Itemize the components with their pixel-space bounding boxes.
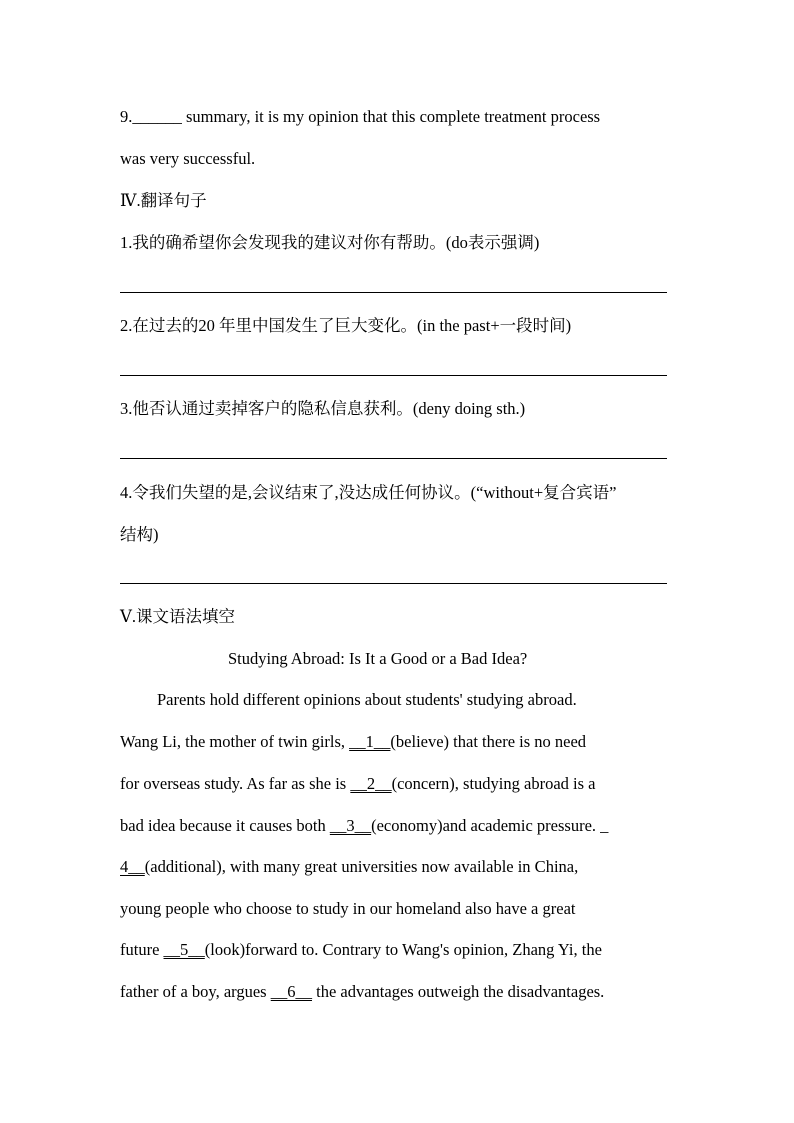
blank-6[interactable]: __6__ [270, 982, 312, 1001]
blank-5[interactable]: __5__ [163, 940, 205, 959]
passage-line-7: future __5__(look)forward to. Contrary to Wang's opinion, Zhang Yi, the [120, 940, 602, 959]
answer-line-1 [120, 292, 667, 293]
blank-1[interactable]: __1__ [349, 732, 391, 751]
passage-line-6: young people who choose to study in our homeland also have a great [120, 899, 576, 918]
passage-line-8: father of a boy, argues __6__ the advantages outweigh the disadvantages. [120, 982, 605, 1001]
translation-item-1: 1.我的确希望你会发现我的建议对你有帮助。(do表示强调) [120, 233, 540, 252]
translation-item-2: 2.在过去的20 年里中国发生了巨大变化。(in the past+一段时间) [120, 316, 572, 335]
passage-title: Studying Abroad: Is It a Good or a Bad Idea? [228, 649, 528, 668]
blank-2[interactable]: __2__ [350, 774, 392, 793]
question-9-line-1: 9.______ summary, it is my opinion that this complete treatment process [120, 107, 601, 126]
answer-line-2 [120, 375, 667, 376]
translation-item-3: 3.他否认通过卖掉客户的隐私信息获利。(deny doing sth.) [120, 399, 526, 418]
question-9-line-2: was very successful. [120, 149, 256, 168]
translation-item-4: 4.令我们失望的是,会议结束了,没达成任何协议。(“without+复合宾语” [120, 483, 617, 502]
section-5-heading: Ⅴ.课文语法填空 [120, 607, 236, 626]
blank-4[interactable]: 4__ [120, 857, 145, 876]
passage-line-2: Wang Li, the mother of twin girls, __1__(believe) that there is no need [120, 732, 587, 751]
section-4-heading: Ⅳ.翻译句子 [120, 191, 207, 210]
passage-line-3: for overseas study. As far as she is __2__(concern), studying abroad is a [120, 774, 596, 793]
answer-line-3 [120, 458, 667, 459]
passage-line-5: 4__(additional), with many great universities now available in China, [120, 857, 579, 876]
passage-line-1: Parents hold different opinions about students' studying abroad. [157, 690, 577, 709]
answer-line-4 [120, 583, 667, 584]
blank-3[interactable]: __3__ [329, 816, 372, 835]
translation-item-4-cont: 结构) [120, 525, 159, 544]
passage-line-4: bad idea because it causes both __3__(economy)and academic pressure. _ [120, 816, 609, 835]
